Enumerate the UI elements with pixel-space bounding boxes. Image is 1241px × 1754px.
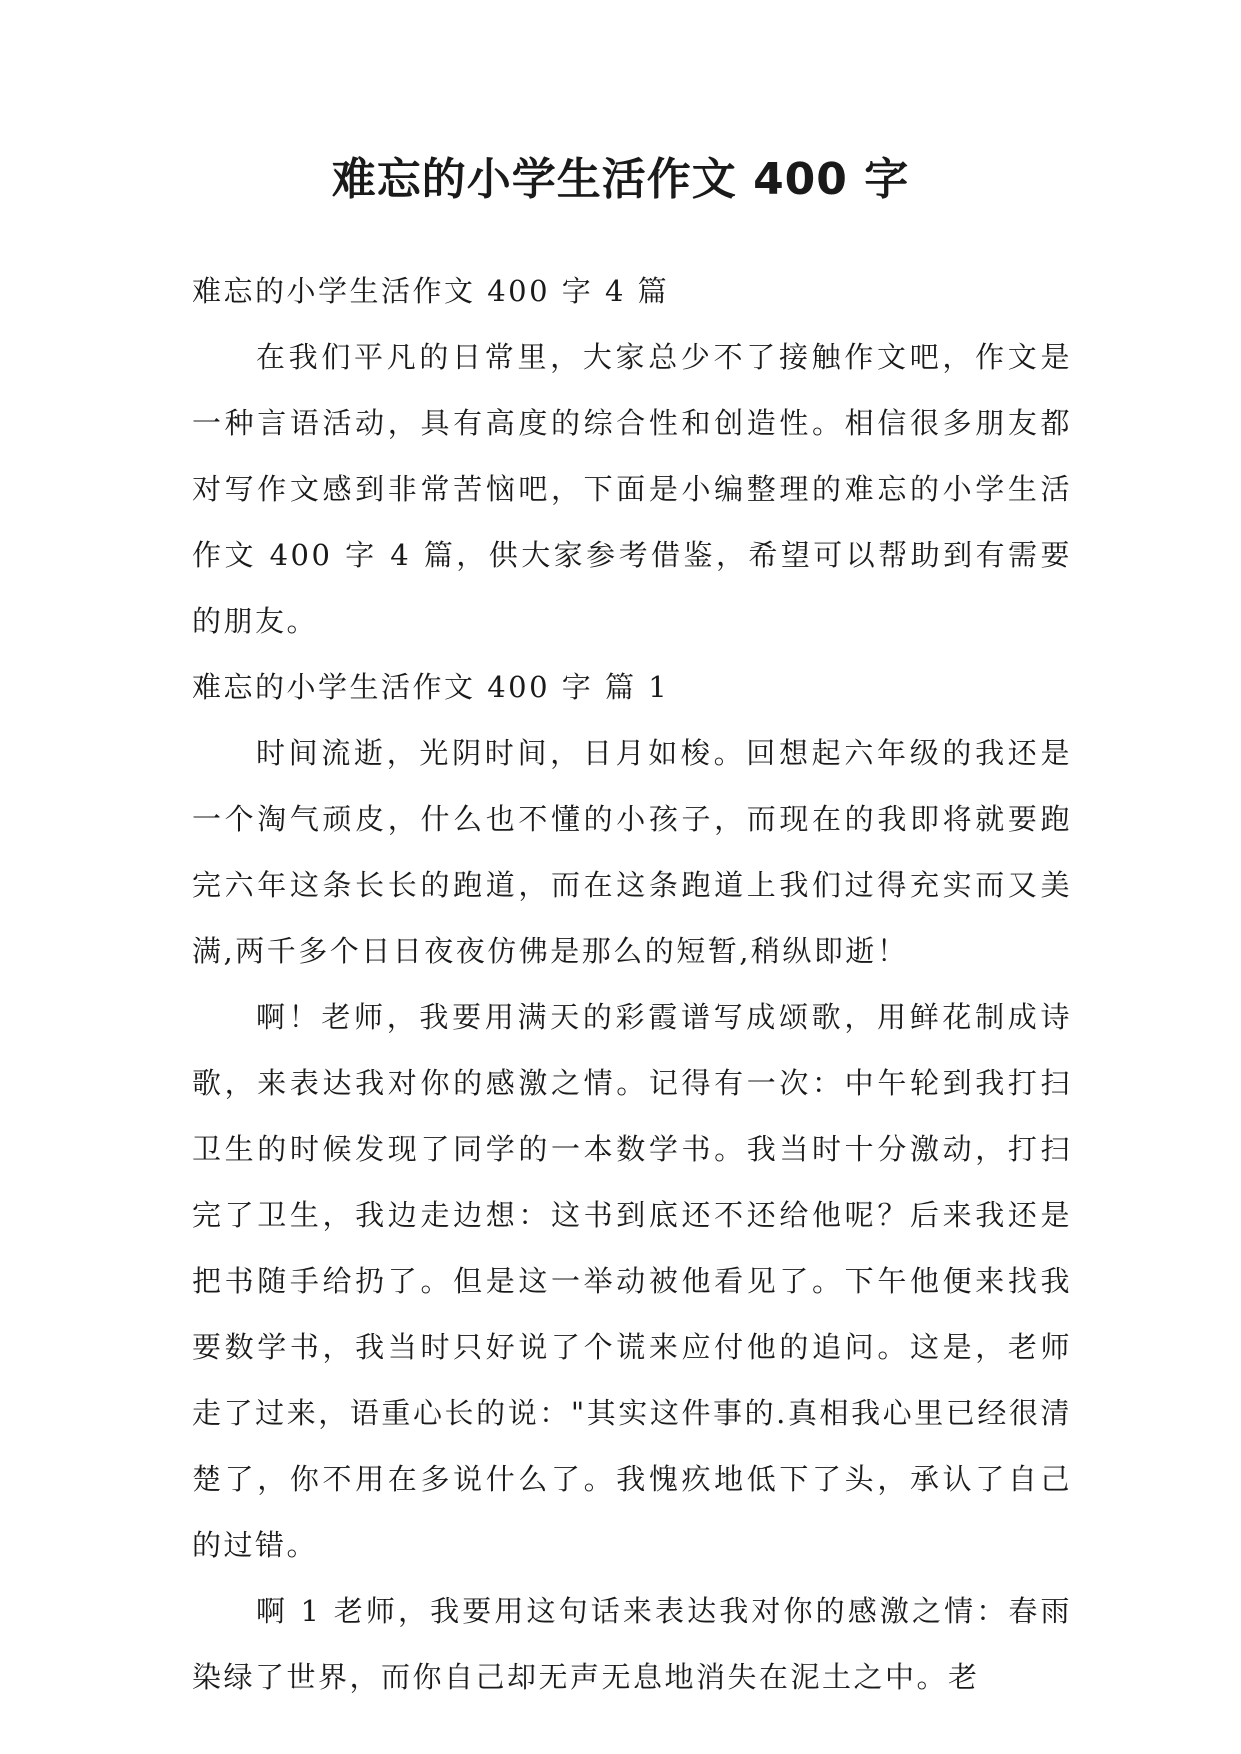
- intro-paragraph: 在我们平凡的日常里，大家总少不了接触作文吧，作文是一种言语活动，具有高度的综合性和创造性。相信很多朋友都对写作文感到非常苦恼吧，下面是小编整理的难忘的小学生活作文 400 字 4 篇，供大家参考借鉴，希望可以帮助到有需要的朋友。: [192, 340, 1072, 638]
- section-heading-intro: 难忘的小学生活作文 400 字 4 篇: [192, 274, 670, 308]
- body-paragraph-1: 时间流逝，光阴时间，日月如梭。回想起六年级的我还是一个淘气顽皮，什么也不懂的小孩子，而现在的我即将就要跑完六年这条长长的跑道，而在这条跑道上我们过得充实而又美满,两千多个日日夜夜仿佛是那么的短暂,稍纵即逝！: [192, 736, 1072, 968]
- body-paragraph-3: 啊 1 老师，我要用这句话来表达我对你的感激之情：春雨染绿了世界，而你自己却无声无息地消失在泥土之中。老: [192, 1594, 1072, 1694]
- section-heading-part-1: 难忘的小学生活作文 400 字 篇 1: [192, 670, 670, 704]
- document-title: 难忘的小学生活作文 400 字: [331, 154, 910, 205]
- body-paragraph-2: 啊！老师，我要用满天的彩霞谱写成颂歌，用鲜花制成诗歌，来表达我对你的感激之情。记得有一次：中午轮到我打扫卫生的时候发现了同学的一本数学书。我当时十分激动，打扫完了卫生，我边走边想：这书到底还不还给他呢？后来我还是把书随手给扔了。但是这一举动被他看见了。下午他便来找我要数学书，我当时只好说了个谎来应付他的追问。这是，老师走了过来，语重心长的说："其实这件事的.真相我心里已经很清楚了，你不用在多说什么了。我愧疚地低下了头，承认了自己的过错。: [192, 1000, 1072, 1562]
- document-body: [192, 258, 1072, 1710]
